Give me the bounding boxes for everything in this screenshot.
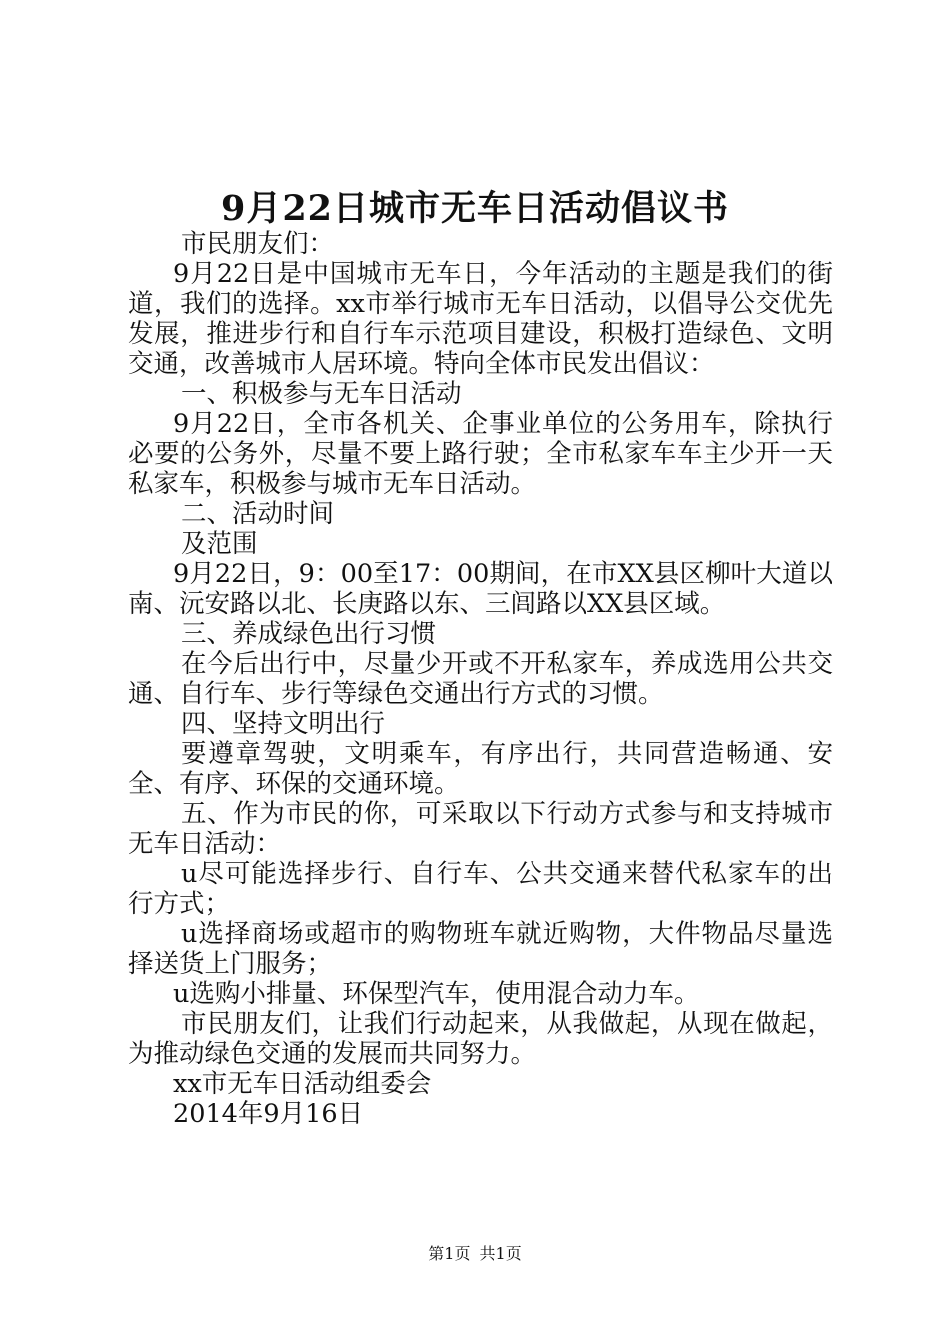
bullet-item-3: u选购小排量、环保型汽车，使用混合动力车。 bbox=[173, 979, 700, 1009]
section-heading-2-cont: 及范围 bbox=[181, 529, 258, 559]
signature-organizer: xx市无车日活动组委会 bbox=[173, 1069, 432, 1099]
document-title: 9月22日城市无车日活动倡议书 bbox=[220, 188, 730, 229]
signature-date: 2014年9月16日 bbox=[173, 1099, 364, 1129]
intro-paragraph: 9月22日是中国城市无车日，今年活动的主题是我们的街道，我们的选择。xx市举行城市无车日活动，以倡导公交优先发展，推进步行和自行车示范项目建设，积极打造绿色、文明交通，改善城市人居环境。特向全体市民发出倡议： bbox=[128, 259, 833, 379]
section-paragraph-2: 9月22日，9：00至17：00期间，在市XX县区柳叶大道以南、沅安路以北、长庚路以东、三闾路以XX县区域。 bbox=[128, 559, 833, 619]
document-body bbox=[128, 229, 833, 1129]
closing-paragraph: 市民朋友们，让我们行动起来，从我做起，从现在做起，为推动绿色交通的发展而共同努力。 bbox=[128, 1009, 833, 1069]
section-paragraph-3: 在今后出行中，尽量少开或不开私家车，养成选用公共交通、自行车、步行等绿色交通出行方式的习惯。 bbox=[128, 649, 833, 709]
page-number: 第1页 bbox=[428, 1244, 471, 1263]
section-heading-1: 一、积极参与无车日活动 bbox=[181, 379, 462, 409]
salutation: 市民朋友们： bbox=[181, 229, 335, 259]
section-heading-2: 二、活动时间 bbox=[181, 499, 335, 529]
bullet-item-1: u尽可能选择步行、自行车、公共交通来替代私家车的出行方式； bbox=[128, 859, 833, 919]
page-total: 共1页 bbox=[479, 1244, 522, 1263]
section-heading-3: 三、养成绿色出行习惯 bbox=[181, 619, 437, 649]
page-footer bbox=[0, 1243, 950, 1265]
section-heading-5: 五、作为市民的你，可采取以下行动方式参与和支持城市无车日活动： bbox=[128, 799, 833, 859]
section-paragraph-4: 要遵章驾驶，文明乘车，有序出行，共同营造畅通、安全、有序、环保的交通环境。 bbox=[128, 739, 833, 799]
section-paragraph-1: 9月22日，全市各机关、企事业单位的公务用车，除执行必要的公务外，尽量不要上路行驶；全市私家车车主少开一天私家车，积极参与城市无车日活动。 bbox=[128, 409, 833, 499]
bullet-item-2: u选择商场或超市的购物班车就近购物，大件物品尽量选择送货上门服务； bbox=[128, 919, 833, 979]
section-heading-4: 四、坚持文明出行 bbox=[181, 709, 386, 739]
